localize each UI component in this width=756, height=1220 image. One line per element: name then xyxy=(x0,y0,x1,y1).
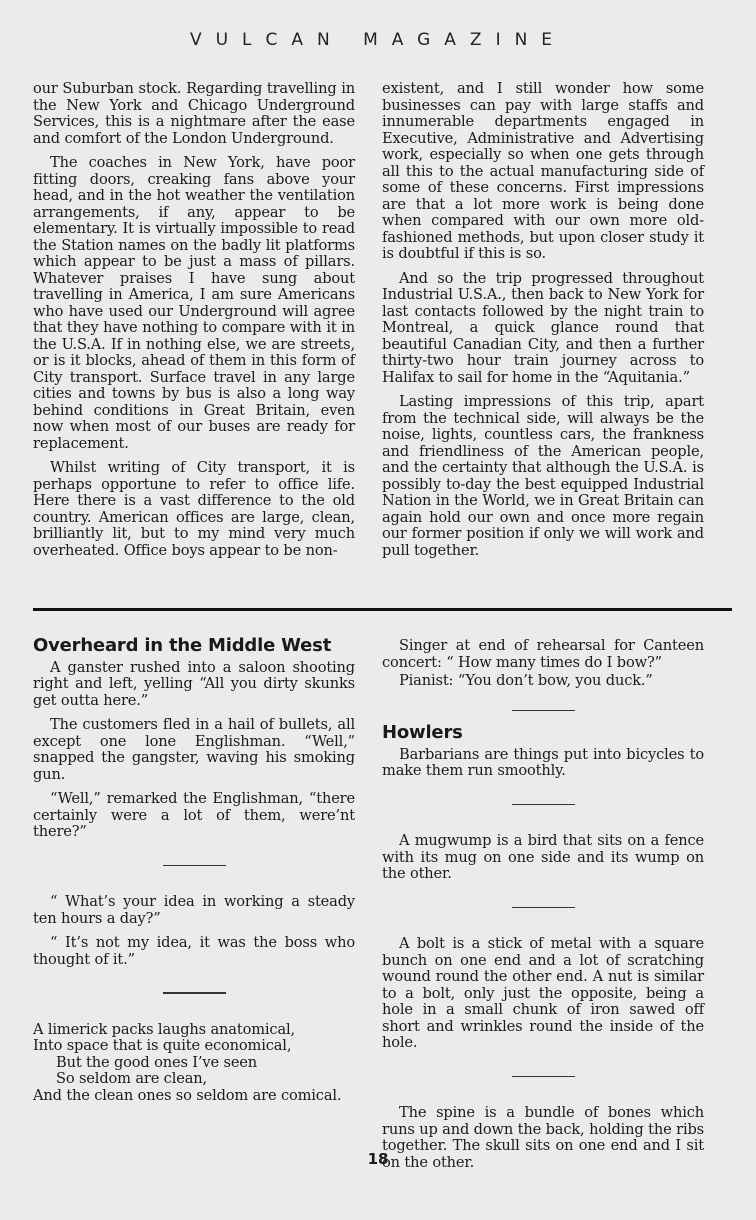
story-paragraph: The customers fled in a hail of bullets, all except one lone Englishman. “Well,” snapped the gangster, waving his smoking gun. xyxy=(33,716,355,783)
article-paragraph: Whilst writing of City transport, it is perhaps opportune to refer to office life. Here there is a vast difference to the old country. American offices are large, clean, brilliantly lit, but to my mind very much overheated. Office boys appear to be non- xyxy=(33,459,355,559)
story-paragraph: A ganster rushed into a saloon shooting right and left, yelling “All you dirty skunks get outta here.” xyxy=(33,658,355,709)
limerick-line: So seldom are clean, xyxy=(56,1070,207,1087)
article-paragraph: our Suburban stock. Regarding travelling in the New York and Chicago Underground Services, this is a nightmare after the ease and comfort of the London Underground. xyxy=(33,80,355,147)
short-separator xyxy=(163,865,226,867)
limerick-line: A limerick packs laughs anatomical, xyxy=(33,1020,295,1038)
limerick xyxy=(33,1022,355,1105)
howler-item: A bolt is a stick of metal with a square bunch on one end and a lot of scratching wound round the other end. A nut is similar to a bolt, only just the opposite, being a hole in a small chunk of iron sawed off short and wrinkles round the inside of the hole. xyxy=(382,935,704,1051)
limerick-line: Into space that is quite economical, xyxy=(33,1037,292,1054)
article-right-column xyxy=(382,81,704,559)
short-separator xyxy=(163,992,226,994)
article-paragraph: And so the trip progressed throughout Industrial U.S.A., then back to New York for last contacts followed by the night train to Montreal, a quick glance round that beautiful Canadian City, and then a further thirty-two hour train journey across to Halifax to sail for home in the “Aquitania.” xyxy=(382,269,704,386)
short-separator xyxy=(512,1076,575,1078)
article-left-column xyxy=(33,81,355,559)
short-separator xyxy=(512,710,575,712)
howler-item: A mugwump is a bird that sits on a fence with its mug on one side and its wump on the other. xyxy=(382,832,704,882)
howlers-heading: Howlers xyxy=(382,722,463,743)
joke-line: “ It’s not my idea, it was the boss who thought of it.” xyxy=(33,934,355,968)
article-paragraph: existent, and I still wonder how some businesses can pay with large staffs and innumerable departments engaged in Executive, Administrative and Advertising work, especially so when one gets through all this to the actual manufacturing side of some of these concerns. First impressions are that a lot more work is being done when compared with our own more old-fashioned methods, but upon closer study it is doubtful if this is so. xyxy=(382,80,704,262)
overheard-heading: Overheard in the Middle West xyxy=(33,635,332,656)
short-separator xyxy=(512,907,575,909)
story-paragraph: “Well,” remarked the Englishman, “there certainly were a lot of them, were’nt there?” xyxy=(33,790,355,840)
article-paragraph: The coaches in New York, have poor fitting doors, creaking fans above your head, and in the hot weather the ventilation arrangements, if any, appear to be elementary. It is virtually impossible to read the Station names on the badly lit platforms which appear to be just a mass of pillars. Whatever praises I have sung about travelling in America, I am sure Americans who have used our Underground will agree that they have nothing to compare with it in the U.S.A. If in nothing else, we are streets, or is it blocks, ahead of them in this form of City transport. Surface travel in any large cities and towns by bus is also a long way behind conditions in Great Britain, even now when most of our buses are ready for replacement. xyxy=(33,154,355,452)
section-divider-rule xyxy=(33,608,732,611)
howler-item: Barbarians are things put into bicycles to make them run smoothly. xyxy=(382,745,704,779)
howler-item: The spine is a bundle of bones which runs up and down the back, holding the ribs together. The skull sits on one end and I sit on the other. xyxy=(382,1104,704,1171)
short-separator xyxy=(512,804,575,806)
joke-line: “ What’s your idea in working a steady ten hours a day?” xyxy=(33,893,355,927)
singer-joke-line: Pianist: “You don’t bow, you duck.” xyxy=(399,672,653,689)
howlers-column xyxy=(382,638,704,1171)
overheard-column xyxy=(33,635,355,1104)
magazine-masthead: VULCAN MAGAZINE xyxy=(189,30,567,50)
page-number: 18 xyxy=(367,1150,389,1168)
limerick-line: But the good ones I’ve seen xyxy=(56,1053,258,1071)
singer-joke-line: Singer at end of rehearsal for Canteen concert: “ How many times do I bow?” xyxy=(382,637,704,671)
article-paragraph: Lasting impressions of this trip, apart from the technical side, will always be the noise, lights, countless cars, the frankness and friendliness of the American people, and the certainty that although the U.S.A. is possibly to-day the best equipped Industrial Nation in the World, we in Great Britain can again hold our own and once more regain our former position if only we will work and pull together. xyxy=(382,393,704,559)
limerick-line: And the clean ones so seldom are comical. xyxy=(33,1086,342,1104)
